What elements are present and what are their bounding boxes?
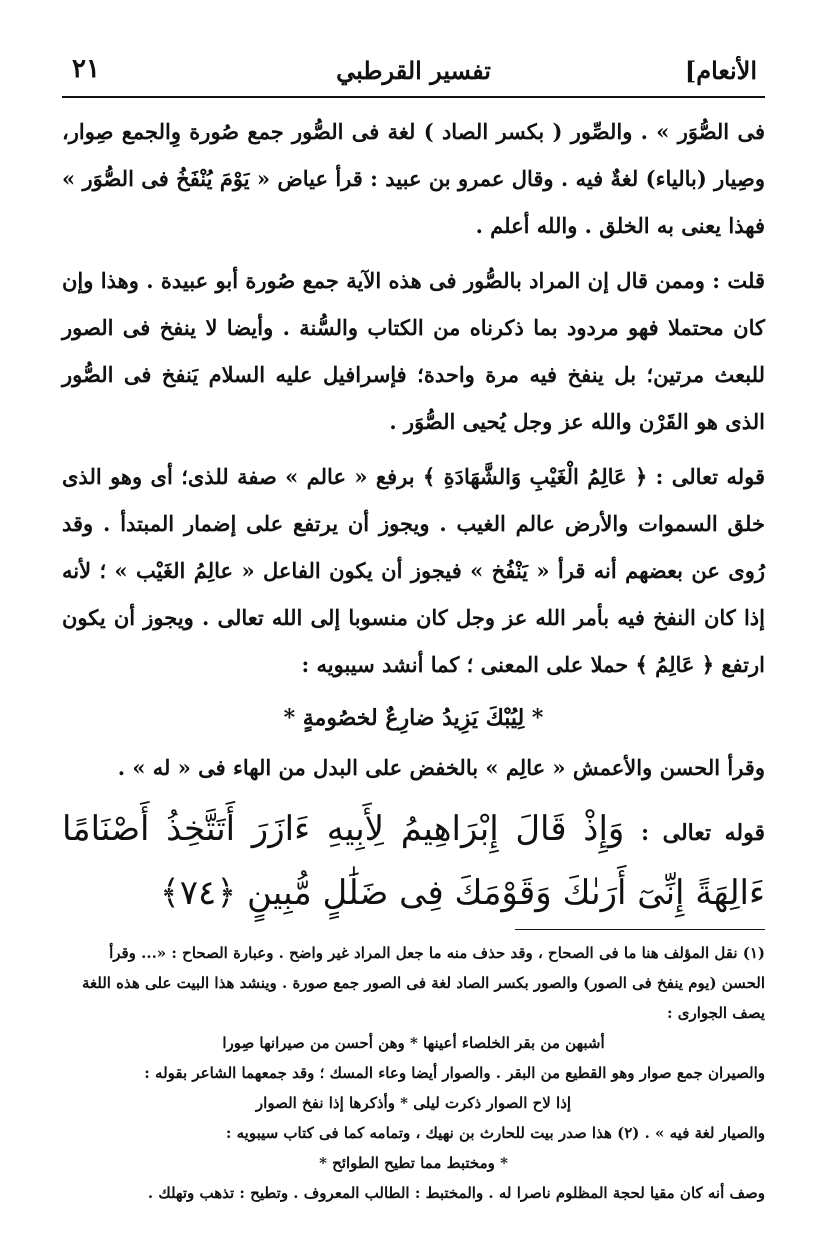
footnote-poem-2: إذا لاح الصوار ذكرت ليلى * وأذكرها إذا نفخ الصوار bbox=[255, 1094, 572, 1112]
footnote-2: والصيار لغة فيه » . (٢) هذا صدر بيت للحارث بن نهيك ، وتمامه كما فى كتاب سيبويه : bbox=[225, 1124, 765, 1142]
paragraph-4: وقرأ الحسن والأعمش « عالِم » بالخفض على البدل من الهاء فى « له » . bbox=[117, 755, 765, 780]
paragraph-3: قوله تعالى : ﴿ عَالِمُ الْغَيْبِ وَالشَّهَادَةِ ﴾ برفع « عالم » صفة للذى؛ أى وهو الذى خلق السموات والأرض عالم الغيب . ويجوز أن يرتفع على إضمار المبتدأ . وقد رُوى عن بعضهم أنه قرأ « يَنْفُخ » فيجوز أن يكون الفاعل « عالِمُ الغَيْب » ؛ لأنه إذا كان النفخ فيه بأمر الله عز وجل كان منسوبا إلى الله تعالى . ويجوز أن يكون ارتفع ﴿ عَالِمُ ﴾ حملا على المعنى ؛ كما أنشد سيبويه : bbox=[62, 464, 765, 677]
footnotes bbox=[62, 938, 765, 1208]
sura-name: الأنعام] bbox=[684, 56, 757, 85]
footnote-1: (١) نقل المؤلف هنا ما فى الصحاح ، وقد حذف منه ما جعل المراد غير واضح . وعبارة الصحاح : «... وقرأ الحسن (يوم ينفخ فى الصور) والصور بكسر الصاد لغة فى الصور جمع صورة . وينشد هذا البيت على هذه اللغة يصف الجوارى : bbox=[81, 944, 765, 1022]
header-divider bbox=[62, 96, 765, 98]
footnote-2-cont: وصف أنه كان مقيا لحجة المظلوم ناصرا له . والمختبط : الطالب المعروف . وتطيح : تذهب وتهلك . bbox=[147, 1184, 765, 1202]
running-header bbox=[62, 48, 765, 92]
quran-text: وَإِذْ قَالَ إِبْرَاهِيمُ لِأَبِيهِ ءَازَرَ أَتَتَّخِذُ أَصْنَامًا ءَالِهَةً إِنِّىٓ أَرَىٰكَ وَقَوْمَكَ فِى ضَلَٰلٍ مُّبِينٍ ﴿٧٤﴾ bbox=[62, 809, 765, 913]
main-text bbox=[62, 108, 765, 923]
page-number: ٢١ bbox=[72, 54, 100, 84]
poetry-verse: * لِيُبْكَ يَزِيدُ ضارِعٌ لخصُومةٍ * bbox=[283, 705, 544, 731]
paragraph-1: فى الصُّوَر » . والصِّور ( بكسر الصاد ) لغة فى الصُّور جمع صُورة وِالجمع صِوار، وصِيار (بالياء) لغةٌ فيه . وقال عمرو بن عبيد : قرأ عياض « يَوْمَ يُنْفَخُ فى الصُّوَر » فهذا يعنى به الخلق . والله أعلم . bbox=[62, 119, 765, 238]
paragraph-2: قلت : وممن قال إن المراد بالصُّور فى هذه الآية جمع صُورة أبو عبيدة . وهذا وإن كان محتملا فهو مردود بما ذكرناه من الكتاب والسُّنة . وأيضا لا ينفخ فى الصور للبعث مرتين؛ بل ينفخ فيه مرة واحدة؛ فإسرافيل عليه السلام يَنفخ فى الصُّور الذى هو القَرْن والله عز وجل يُحيى الصُّوَر . bbox=[62, 268, 765, 434]
footnote-divider bbox=[515, 929, 765, 930]
quran-lead: قوله تعالى : bbox=[640, 820, 765, 846]
quran-verse bbox=[62, 799, 765, 923]
book-title: تفسير القرطبي bbox=[336, 56, 491, 85]
footnote-1-cont: والصيران جمع صوار وهو القطيع من البقر . والصوار أيضا وعاء المسك ؛ وقد جمعهما الشاعر بقوله : bbox=[144, 1064, 765, 1082]
footnote-poem-1: أشبهن من بقر الخلصاء أعينها * وهن أحسن من صيرانها صِورا bbox=[222, 1034, 605, 1052]
footnote-poem-3: * ومختبط مما تطيح الطوائح * bbox=[319, 1154, 508, 1172]
